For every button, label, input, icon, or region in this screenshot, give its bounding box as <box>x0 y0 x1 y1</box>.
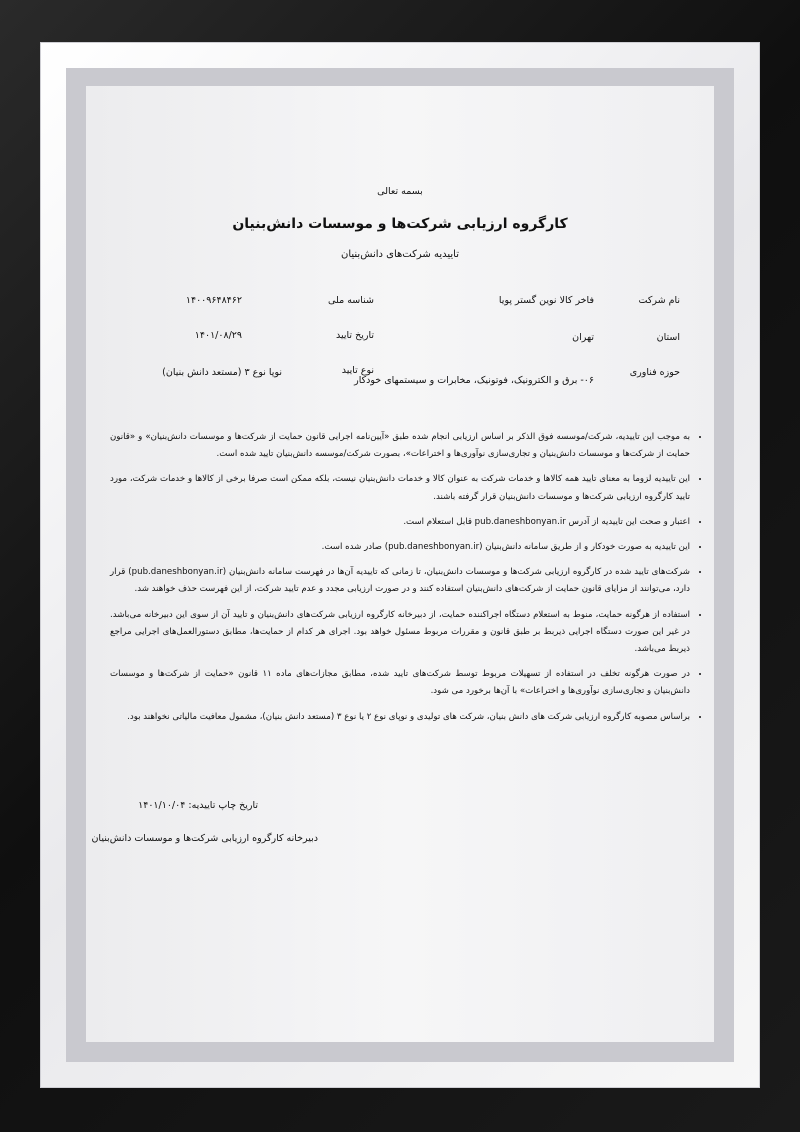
national-id-value: ۱۴۰۰۹۶۴۸۴۶۲ <box>185 295 242 306</box>
certificate-title: کارگروه ارزیابی شرکت‌ها و موسسات دانش‌بنیان <box>232 216 568 232</box>
province-value: تهران <box>572 332 594 343</box>
secretariat-signature: دبیرخانه کارگروه ارزیابی شرکت‌ها و موسسات دانش‌بنیان <box>91 833 318 844</box>
print-date: تاریخ چاپ تاییدیه: ۱۴۰۱/۱۰/۰۴ <box>138 800 258 811</box>
basmala: بسمه تعالی <box>377 186 423 197</box>
condition-item: • این تاییدیه لزوما به معنای تایید همه کالاها و خدمات شرکت به عنوان کالا و خدمات دانش‌بنیان نیست، بلکه ممکن است صرفا برخی از کالاها و خدمات شرکت، مورد تایید کارگروه ارزیابی شرکت‌ها و موسسات دانش‌بنیان قرار گرفته باشند. <box>110 471 690 505</box>
condition-item: • در صورت هرگونه تخلف در استفاده از تسهیلات مربوط توسط شرکت‌های تایید شده، مطابق مجازات‌های ماده ۱۱ قانون «حمایت از شرکت‌ها و موسسات دانش‌بنیان و تجاری‌سازی نوآوری‌ها و اختراعات» با آن‌ها برخورد می شود. <box>110 666 690 700</box>
condition-item: • اعتبار و صحت این تاییدیه از آدرس pub.daneshbonyan.ir قابل استعلام است. <box>110 514 690 531</box>
condition-item: • این تاییدیه به صورت خودکار و از طریق سامانه دانش‌بنیان (pub.daneshbonyan.ir) صادر شده است. <box>110 539 690 556</box>
company-name-label: نام شرکت <box>638 295 680 306</box>
approval-date-label: تاریخ تایید <box>336 330 374 341</box>
condition-item: • استفاده از هرگونه حمایت، منوط به استعلام دستگاه اجراکننده حمایت، از دبیرخانه کارگروه ارزیابی شرکت‌های دانش‌بنیان و تایید آن از سوی این دبیرخانه می‌باشد. در غیر این صورت دستگاه اجرایی ذیربط بر طبق قانون و مقررات مربوط مسئول خواهد بود. اجرای هر کدام از حمایت‌ها، مطابق دستورالعمل‌های اجرایی مراجع ذیربط می‌باشد. <box>110 607 690 659</box>
certificate-subtitle: تاییدیه شرکت‌های دانش‌بنیان <box>341 249 459 260</box>
approval-date-value: ۱۴۰۱/۰۸/۲۹ <box>194 330 242 341</box>
certificate-paper <box>86 86 714 1042</box>
tech-field-label: حوزه فناوری <box>629 367 680 378</box>
approval-type-value: نوپا نوع ۳ (مستعد دانش بنیان) <box>162 367 282 378</box>
tech-field-value: ۰۶- برق و الکترونیک، فوتونیک، مخابرات و سیستمهای خودکار <box>354 375 594 386</box>
condition-item: • براساس مصوبه کارگروه ارزیابی شرکت های دانش بنیان، شرکت های تولیدی و نوپای نوع ۲ یا نوع ۳ (مستعد دانش بنیان)، مشمول معافیت مالیاتی نخواهند بود. <box>110 709 690 726</box>
approval-type-label: نوع تایید <box>341 365 374 376</box>
province-label: استان <box>656 332 680 343</box>
condition-item: • به موجب این تاییدیه، شرکت/موسسه فوق الذکر بر اساس ارزیابی انجام شده طبق «آیین‌نامه اجرایی قانون حمایت از شرکت‌ها و موسسات دانش‌بنیان» و «قانون حمایت از شرکت‌ها و موسسات دانش‌بنیان و تجاری‌سازی نوآوری‌ها و اختراعات»، بصورت شرکت/موسسه دانش‌بنیان تایید شده است. <box>110 429 690 463</box>
national-id-label: شناسه ملی <box>328 295 374 306</box>
company-name-value: فاخر کالا نوین گستر پویا <box>498 295 594 306</box>
condition-item: • شرکت‌های تایید شده در کارگروه ارزیابی شرکت‌ها و موسسات دانش‌بنیان، تا زمانی که تاییدیه آن‌ها در فهرست سامانه دانش‌بنیان (pub.daneshbonyan.ir) قرار دارد، می‌توانند از مزایای قانون حمایت از شرکت‌های دانش‌بنیان استفاده کنند و در صورت ارزیابی مجدد و عدم تایید شرکت، از این فهرست حذف خواهند شد. <box>110 564 690 598</box>
conditions-list <box>110 429 704 734</box>
